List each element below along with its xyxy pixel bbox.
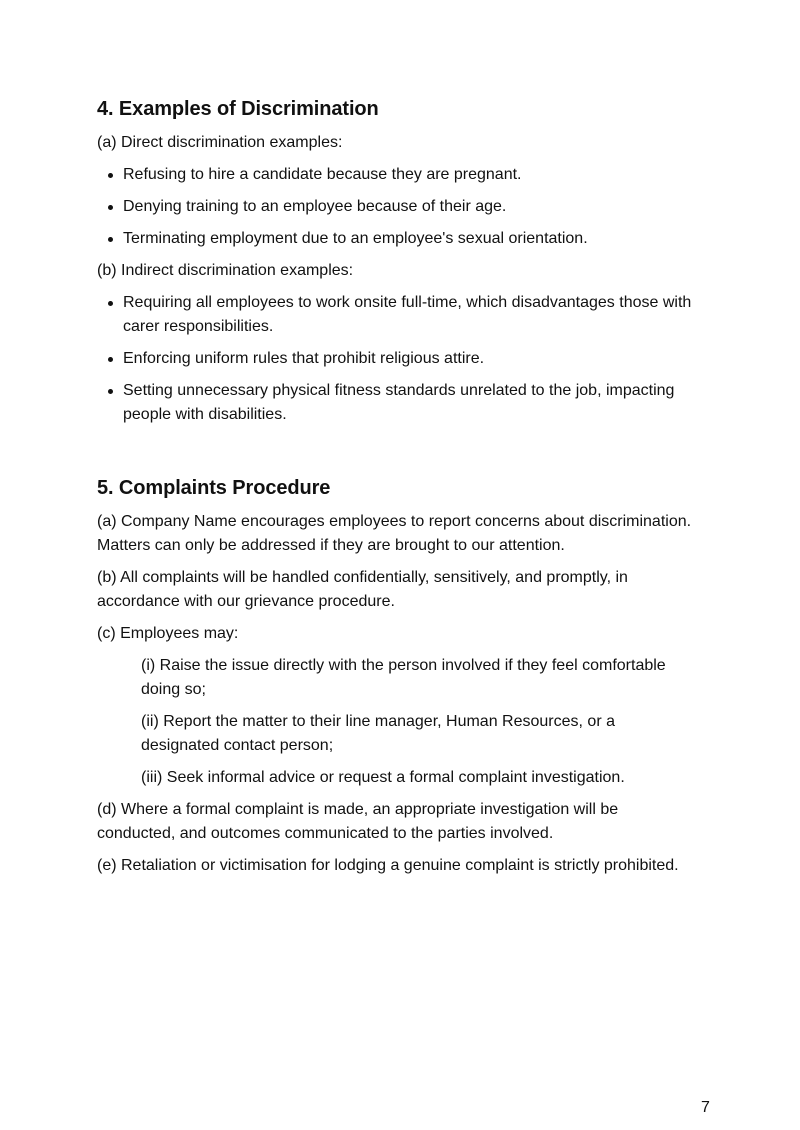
document-page	[97, 96, 697, 886]
section-heading: 5. Complaints Procedure	[97, 477, 331, 499]
sub-item-ii: (ii) Report the matter to their line manager, Human Resources, or a designated contact person;	[141, 713, 615, 754]
section-examples-of-discrimination	[97, 96, 697, 427]
list-item: Setting unnecessary physical fitness standards unrelated to the job, impacting people with disabilities.	[97, 379, 697, 427]
list-item: Enforcing uniform rules that prohibit religious attire.	[97, 347, 697, 371]
page-number: 7	[701, 1099, 710, 1116]
section-heading: 4. Examples of Discrimination	[97, 98, 379, 120]
list-item: Refusing to hire a candidate because they are pregnant.	[97, 163, 697, 187]
sub-item-iii: (iii) Seek informal advice or request a formal complaint investigation.	[141, 769, 625, 786]
indirect-discrimination-list	[97, 291, 697, 427]
paragraph-e: (e) Retaliation or victimisation for lodging a genuine complaint is strictly prohibited.	[97, 857, 679, 874]
paragraph-c: (c) Employees may:	[97, 625, 239, 642]
paragraph-d: (d) Where a formal complaint is made, an appropriate investigation will be conducted, and outcomes communicated to the parties involved.	[97, 801, 619, 842]
list-item: Requiring all employees to work onsite full-time, which disadvantages those with carer responsibilities.	[97, 291, 697, 339]
section-complaints-procedure	[97, 475, 697, 878]
direct-discrimination-intro: (a) Direct discrimination examples:	[97, 134, 343, 151]
sub-item-i: (i) Raise the issue directly with the person involved if they feel comfortable doing so;	[141, 657, 666, 698]
indirect-discrimination-intro: (b) Indirect discrimination examples:	[97, 262, 354, 279]
paragraph-a: (a) Company Name encourages employees to report concerns about discrimination. Matters can only be addressed if they are brought to our attention.	[97, 513, 692, 554]
list-item: Denying training to an employee because of their age.	[97, 195, 697, 219]
direct-discrimination-list	[97, 163, 697, 251]
list-item: Terminating employment due to an employee's sexual orientation.	[97, 227, 697, 251]
paragraph-b: (b) All complaints will be handled confidentially, sensitively, and promptly, in accordance with our grievance procedure.	[97, 569, 628, 610]
